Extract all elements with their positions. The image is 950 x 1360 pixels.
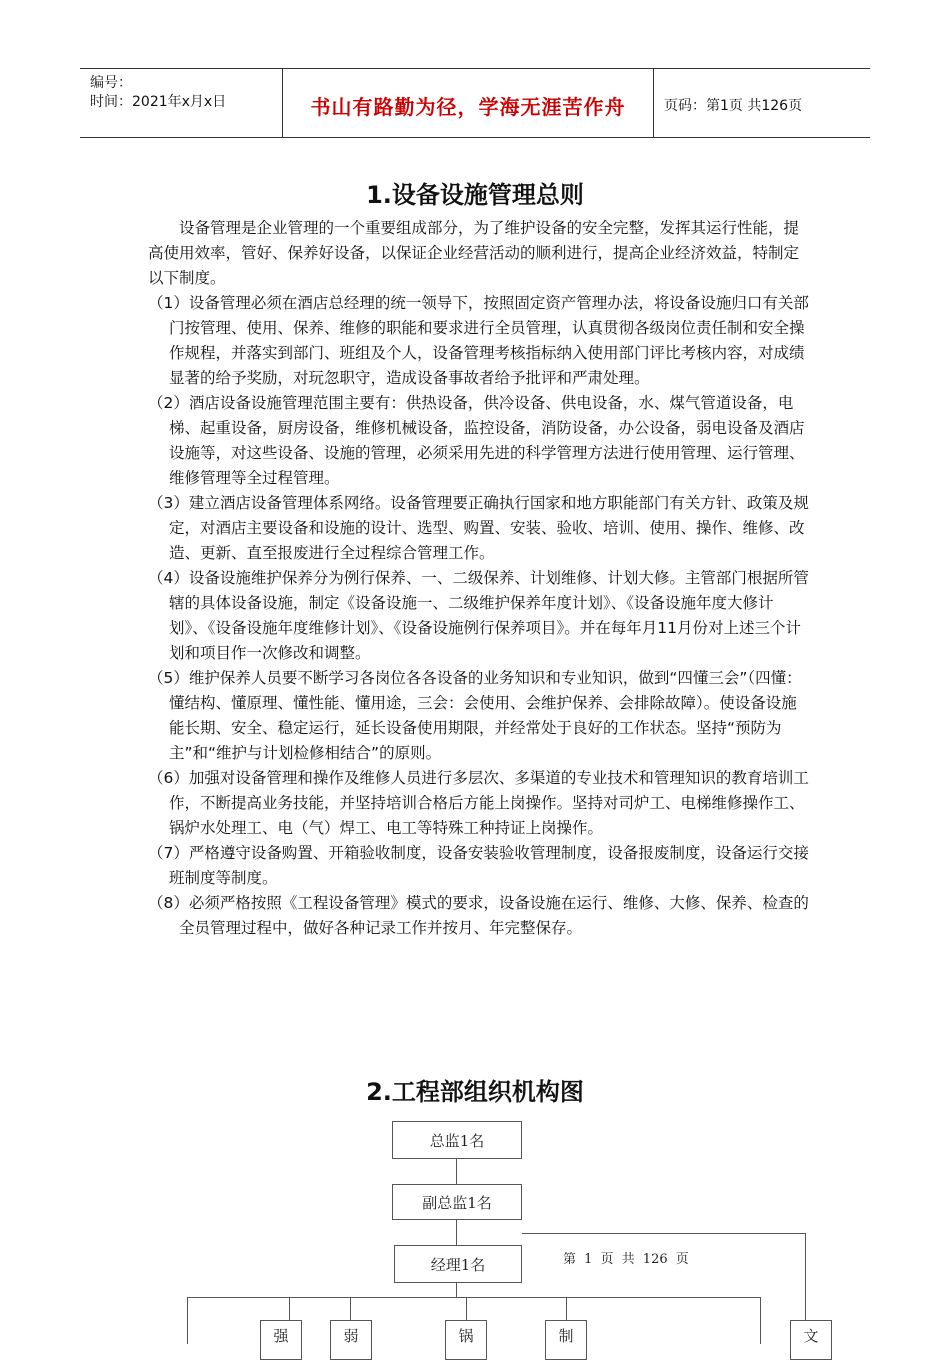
document-header [80,68,870,138]
rule-item-7: （7）严格遵守设备购置、开箱验收制度，设备安装验收管理制度，设备报废制度，设备运行交接班制度等制度。 [148,844,809,887]
org-connector [456,1220,457,1245]
org-box-director: 总监1名 [392,1121,522,1159]
header-left-cell [80,69,283,137]
org-connector [456,1283,457,1297]
org-connector [522,1233,806,1234]
header-page-info: 页码：第1页 共126页 [664,98,803,114]
rule-item-5: （5）维护保养人员要不断学习各岗位各各设备的业务知识和专业知识，做到“四懂三会”（四懂：懂结构、懂原理、懂性能、懂用途，三会：会使用、会维护保养、会排除故障）。使设备设施能长期、安全、稳定运行，延长设备使用期限，并经常处于良好的工作状态。坚持“预防为主”和“维护与计划检修相结合”的原则。 [148,669,802,762]
rule-item-1: （1）设备管理必须在酒店总经理的统一领导下，按照固定资产管理办法，将设备设施归口有关部门按管理、使用、保养、维修的职能和要求进行全员管理，认真贯彻各级岗位责任制和安全操作规程，并落实到部门、班组及个人，设备管理考核指标纳入使用部门评比考核内容，对成绩显著的给予奖励，对玩忽职守，造成设备事故者给予批评和严肃处理。 [148,294,809,387]
section-1-lead: 设备管理是企业管理的一个重要组成部分，为了维护设备的安全完整，发挥其运行性能，提高使用效率，管好、保养好设备，以保证企业经营活动的顺利进行，提高企业经济效益，特制定以下制度。 [148,219,800,287]
org-connector [566,1297,567,1321]
section-2-title: 2.工程部组织机构图 [366,1078,584,1106]
time-label: 时间：2021年x月x日 [90,94,227,110]
page-footer: 第 1 页 共 126 页 [563,1252,689,1267]
header-middle-cell [283,69,654,137]
org-box-deputy-director: 副总监1名 [392,1184,522,1220]
org-connector [350,1297,351,1321]
org-connector [187,1297,761,1298]
number-label: 编号： [90,75,132,91]
org-connector [289,1297,290,1321]
org-connector [760,1297,761,1344]
org-connector [466,1297,467,1321]
rule-item-6: （6）加强对设备管理和操作及维修人员进行多层次、多渠道的专业技术和管理知识的教育培训工作，不断提高业务技能，并坚持培训合格后方能上岗操作。坚持对司炉工、电梯维修操作工、锅炉水处理工、电（气）焊工、电工等特殊工种持证上岗操作。 [148,769,809,837]
header-motto: 书山有路勤为径，学海无涯苦作舟 [310,95,626,119]
header-right-cell [654,69,870,137]
rule-item-8: （8）必须严格按照《工程设备管理》模式的要求，设备设施在运行、维修、大修、保养、检查的全员管理过程中，做好各种记录工作并按月、年完整保存。 [148,894,809,937]
org-box-sub-unit: 弱 [330,1320,372,1360]
org-box-sub-unit: 强 [260,1320,302,1360]
rule-item-4: （4）设备设施维护保养分为例行保养、一、二级保养、计划维修、计划大修。主管部门根据所管辖的具体设备设施，制定《设备设施一、二级维护保养年度计划》、《设备设施年度大修计划》、《设备设施年度维修计划》、《设备设施例行保养项目》。并在每年月11月份对上述三个计划和项目作一次修改和调整。 [148,569,809,662]
org-box-sub-unit: 文 [790,1320,832,1360]
section-1-title: 1.设备设施管理总则 [366,181,584,209]
org-connector [187,1297,188,1344]
rule-item-3: （3）建立酒店设备管理体系网络。设备管理要正确执行国家和地方职能部门有关方针、政策及规定，对酒店主要设备和设施的设计、选型、购置、安装、验收、培训、使用、操作、维修、改造、更新、直至报废进行全过程综合管理工作。 [148,494,809,562]
rule-item-2: （2）酒店设备设施管理范围主要有：供热设备，供冷设备、供电设备，水、煤气管道设备，电梯、起重设备，厨房设备，维修机械设备，监控设备，消防设备，办公设备，弱电设备及酒店设施等，对这些设备、设施的管理，必须采用先进的科学管理方法进行使用管理、运行管理、维修管理等全过程管理。 [148,394,805,487]
org-connector [456,1159,457,1184]
org-connector [805,1233,806,1320]
section-1-body [148,216,812,941]
org-box-sub-unit: 制 [545,1320,587,1360]
org-box-sub-unit: 锅 [445,1320,487,1360]
org-box-manager: 经理1名 [394,1245,522,1283]
